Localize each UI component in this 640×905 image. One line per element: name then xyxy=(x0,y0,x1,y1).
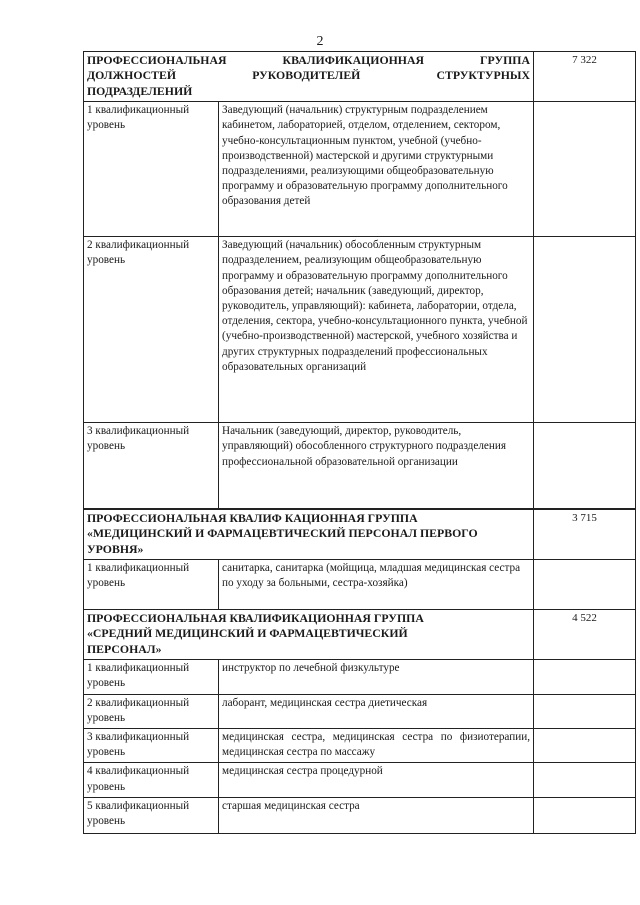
group-title-line: ПРОФЕССИОНАЛЬНАЯ КВАЛИФИКАЦИОННАЯ ГРУППА xyxy=(87,53,530,67)
salary-cell-empty xyxy=(534,102,636,237)
group-title xyxy=(84,609,534,659)
salary-cell-empty xyxy=(534,797,636,833)
group-title-line: ПЕРСОНАЛ» xyxy=(87,641,162,656)
level-label: 1 квалификационный уровень xyxy=(84,660,219,694)
page-number: 2 xyxy=(316,34,324,49)
group-salary: 7 322 xyxy=(534,52,636,102)
level-row xyxy=(84,102,636,237)
group-title xyxy=(84,509,534,560)
level-label: 4 квалификационный уровень xyxy=(84,763,219,797)
group-header-row xyxy=(84,52,636,102)
salary-cell-empty xyxy=(534,559,636,609)
salary-cell-empty xyxy=(534,660,636,694)
level-description: инструктор по лечебной физкультуре xyxy=(219,660,534,694)
group-header-row xyxy=(84,609,636,659)
level-row xyxy=(84,559,636,609)
level-label: 1 квалификационный уровень xyxy=(84,559,219,609)
level-description: лаборант, медицинская сестра диетическая xyxy=(219,694,534,728)
level-label: 5 квалификационный уровень xyxy=(84,797,219,833)
level-description: медицинская сестра процедурной xyxy=(219,763,534,797)
salary-cell-empty xyxy=(534,763,636,797)
level-description: Заведующий (начальник) обособленным структурным подразделением, реализующим общеобразовательную программу и образовательную программу дополнительного образования детей; начальник (заведующий, директор, руководитель, управляющий): кабинета, лаборатории, отдела, отделения, сектора, учебно-консультационного пункта, учебной (учебно-производственной) мастерской, учебного хозяйства и других структурных подразделений профессиональных образовательных организаций xyxy=(219,237,534,423)
group-salary: 3 715 xyxy=(534,509,636,560)
level-label: 2 квалификационный уровень xyxy=(84,694,219,728)
level-description: санитарка, санитарка (мойщица, младшая медицинская сестра по уходу за больными, сестра-хозяйка) xyxy=(219,559,534,609)
group-title-line: УРОВНЯ» xyxy=(87,541,144,556)
group-title-line: «МЕДИЦИНСКИЙ И ФАРМАЦЕВТИЧЕСКИЙ ПЕРСОНАЛ ПЕРВОГО xyxy=(87,526,478,541)
level-description: медицинская сестра, медицинская сестра по физиотерапии, медицинская сестра по массажу xyxy=(219,728,534,762)
level-row xyxy=(84,763,636,797)
level-description: старшая медицинская сестра xyxy=(219,797,534,833)
salary-cell-empty xyxy=(534,423,636,509)
level-label: 2 квалификационный уровень xyxy=(84,237,219,423)
level-row xyxy=(84,237,636,423)
level-row xyxy=(84,797,636,833)
level-description: Заведующий (начальник) структурным подразделением кабинетом, лабораторией, отделом, отделением, сектором, учебно-консультационным пунктом, учебной (учебно-производственной) мастерской и другими структурными подразделениями, реализующими общеобразовательную программу и образовательную программу дополнительного образования детей xyxy=(219,102,534,237)
group-title-line: «СРЕДНИЙ МЕДИЦИНСКИЙ И ФАРМАЦЕВТИЧЕСКИЙ xyxy=(87,626,408,641)
level-description: Начальник (заведующий, директор, руководитель, управляющий) обособленного структурного подразделения профессиональной образовательной организации xyxy=(219,423,534,509)
level-label: 3 квалификационный уровень xyxy=(84,423,219,509)
group-title xyxy=(84,52,534,102)
group-title-line: ПРОФЕССИОНАЛЬНАЯ КВАЛИФ КАЦИОННАЯ ГРУППА xyxy=(87,510,418,525)
salary-cell-empty xyxy=(534,694,636,728)
level-row xyxy=(84,728,636,762)
level-row xyxy=(84,694,636,728)
level-label: 3 квалификационный уровень xyxy=(84,728,219,762)
level-row xyxy=(84,423,636,509)
group-title-line: ПОДРАЗДЕЛЕНИЙ xyxy=(87,83,193,98)
salary-cell-empty xyxy=(534,728,636,762)
group-title-line: ДОЛЖНОСТЕЙ РУКОВОДИТЕЛЕЙ СТРУКТУРНЫХ xyxy=(87,68,530,83)
qualification-table xyxy=(83,51,636,834)
group-salary: 4 522 xyxy=(534,609,636,659)
group-title-line: ПРОФЕССИОНАЛЬНАЯ КВАЛИФИКАЦИОННАЯ ГРУППА xyxy=(87,610,424,625)
level-label: 1 квалификационный уровень xyxy=(84,102,219,237)
group-header-row xyxy=(84,509,636,560)
level-row xyxy=(84,660,636,694)
salary-cell-empty xyxy=(534,237,636,423)
